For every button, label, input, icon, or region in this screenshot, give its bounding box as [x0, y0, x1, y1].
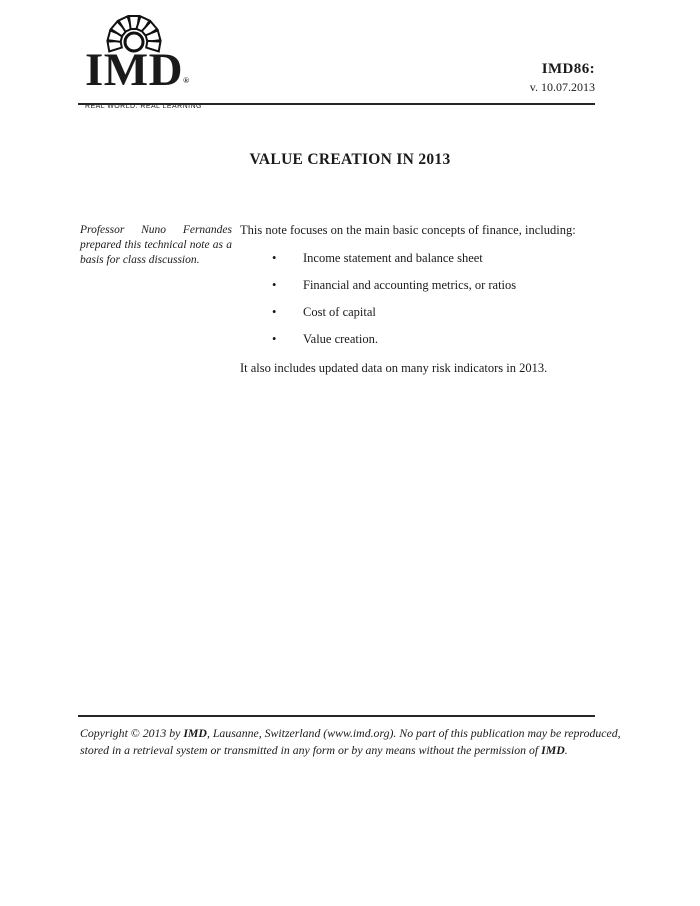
closing-paragraph: It also includes updated data on many risk indicators in 2013. [240, 361, 548, 375]
copyright-line-2 [80, 742, 597, 759]
imd-logo [85, 12, 215, 110]
intro-paragraph: This note focuses on the main basic concepts of finance, including: [240, 223, 576, 237]
bullet-icon: • [272, 278, 277, 292]
copyright-text: stored in a retrieval system or transmitted in any form or by any means without the permission of [80, 742, 542, 757]
list-item [240, 251, 590, 266]
copyright-line-1 [80, 725, 621, 742]
list-item-text: Value creation. [303, 332, 378, 346]
copyright-text: , Lausanne, Switzerland (www.imd.org). No part of this publication may be reproduced, [206, 726, 621, 740]
document-id-block [530, 60, 595, 95]
list-item [240, 305, 590, 320]
list-item [240, 278, 590, 293]
bullet-icon: • [272, 251, 277, 265]
copyright-text: . [564, 742, 568, 757]
copyright-text: Copyright © 2013 by [80, 726, 184, 740]
document-version: v. 10.07.2013 [529, 80, 595, 94]
list-item [240, 332, 590, 347]
author-note: Professor Nuno Fernandes prepared this technical note as a basis for class discussion. [80, 224, 232, 266]
registered-mark: ® [183, 76, 190, 85]
copyright-brand: IMD [541, 742, 565, 757]
main-text-column [240, 223, 590, 376]
page-title: VALUE CREATION IN 2013 [249, 151, 451, 168]
header-rule [78, 103, 595, 105]
bullet-list [240, 251, 590, 347]
list-item-text: Cost of capital [303, 305, 376, 319]
list-item-text: Financial and accounting metrics, or ratios [303, 278, 517, 292]
logo-brand-text [85, 44, 215, 99]
list-item-text: Income statement and balance sheet [303, 251, 483, 265]
copyright-brand: IMD [183, 726, 207, 740]
footer-rule [78, 715, 595, 717]
copyright-notice [80, 725, 621, 758]
bullet-icon: • [272, 332, 277, 346]
logo-tagline: REAL WORLD. REAL LEARNING [85, 103, 202, 110]
logo-brand-letters: IMD [85, 44, 184, 96]
document-id: IMD86: [541, 61, 595, 77]
bullet-icon: • [272, 305, 277, 319]
